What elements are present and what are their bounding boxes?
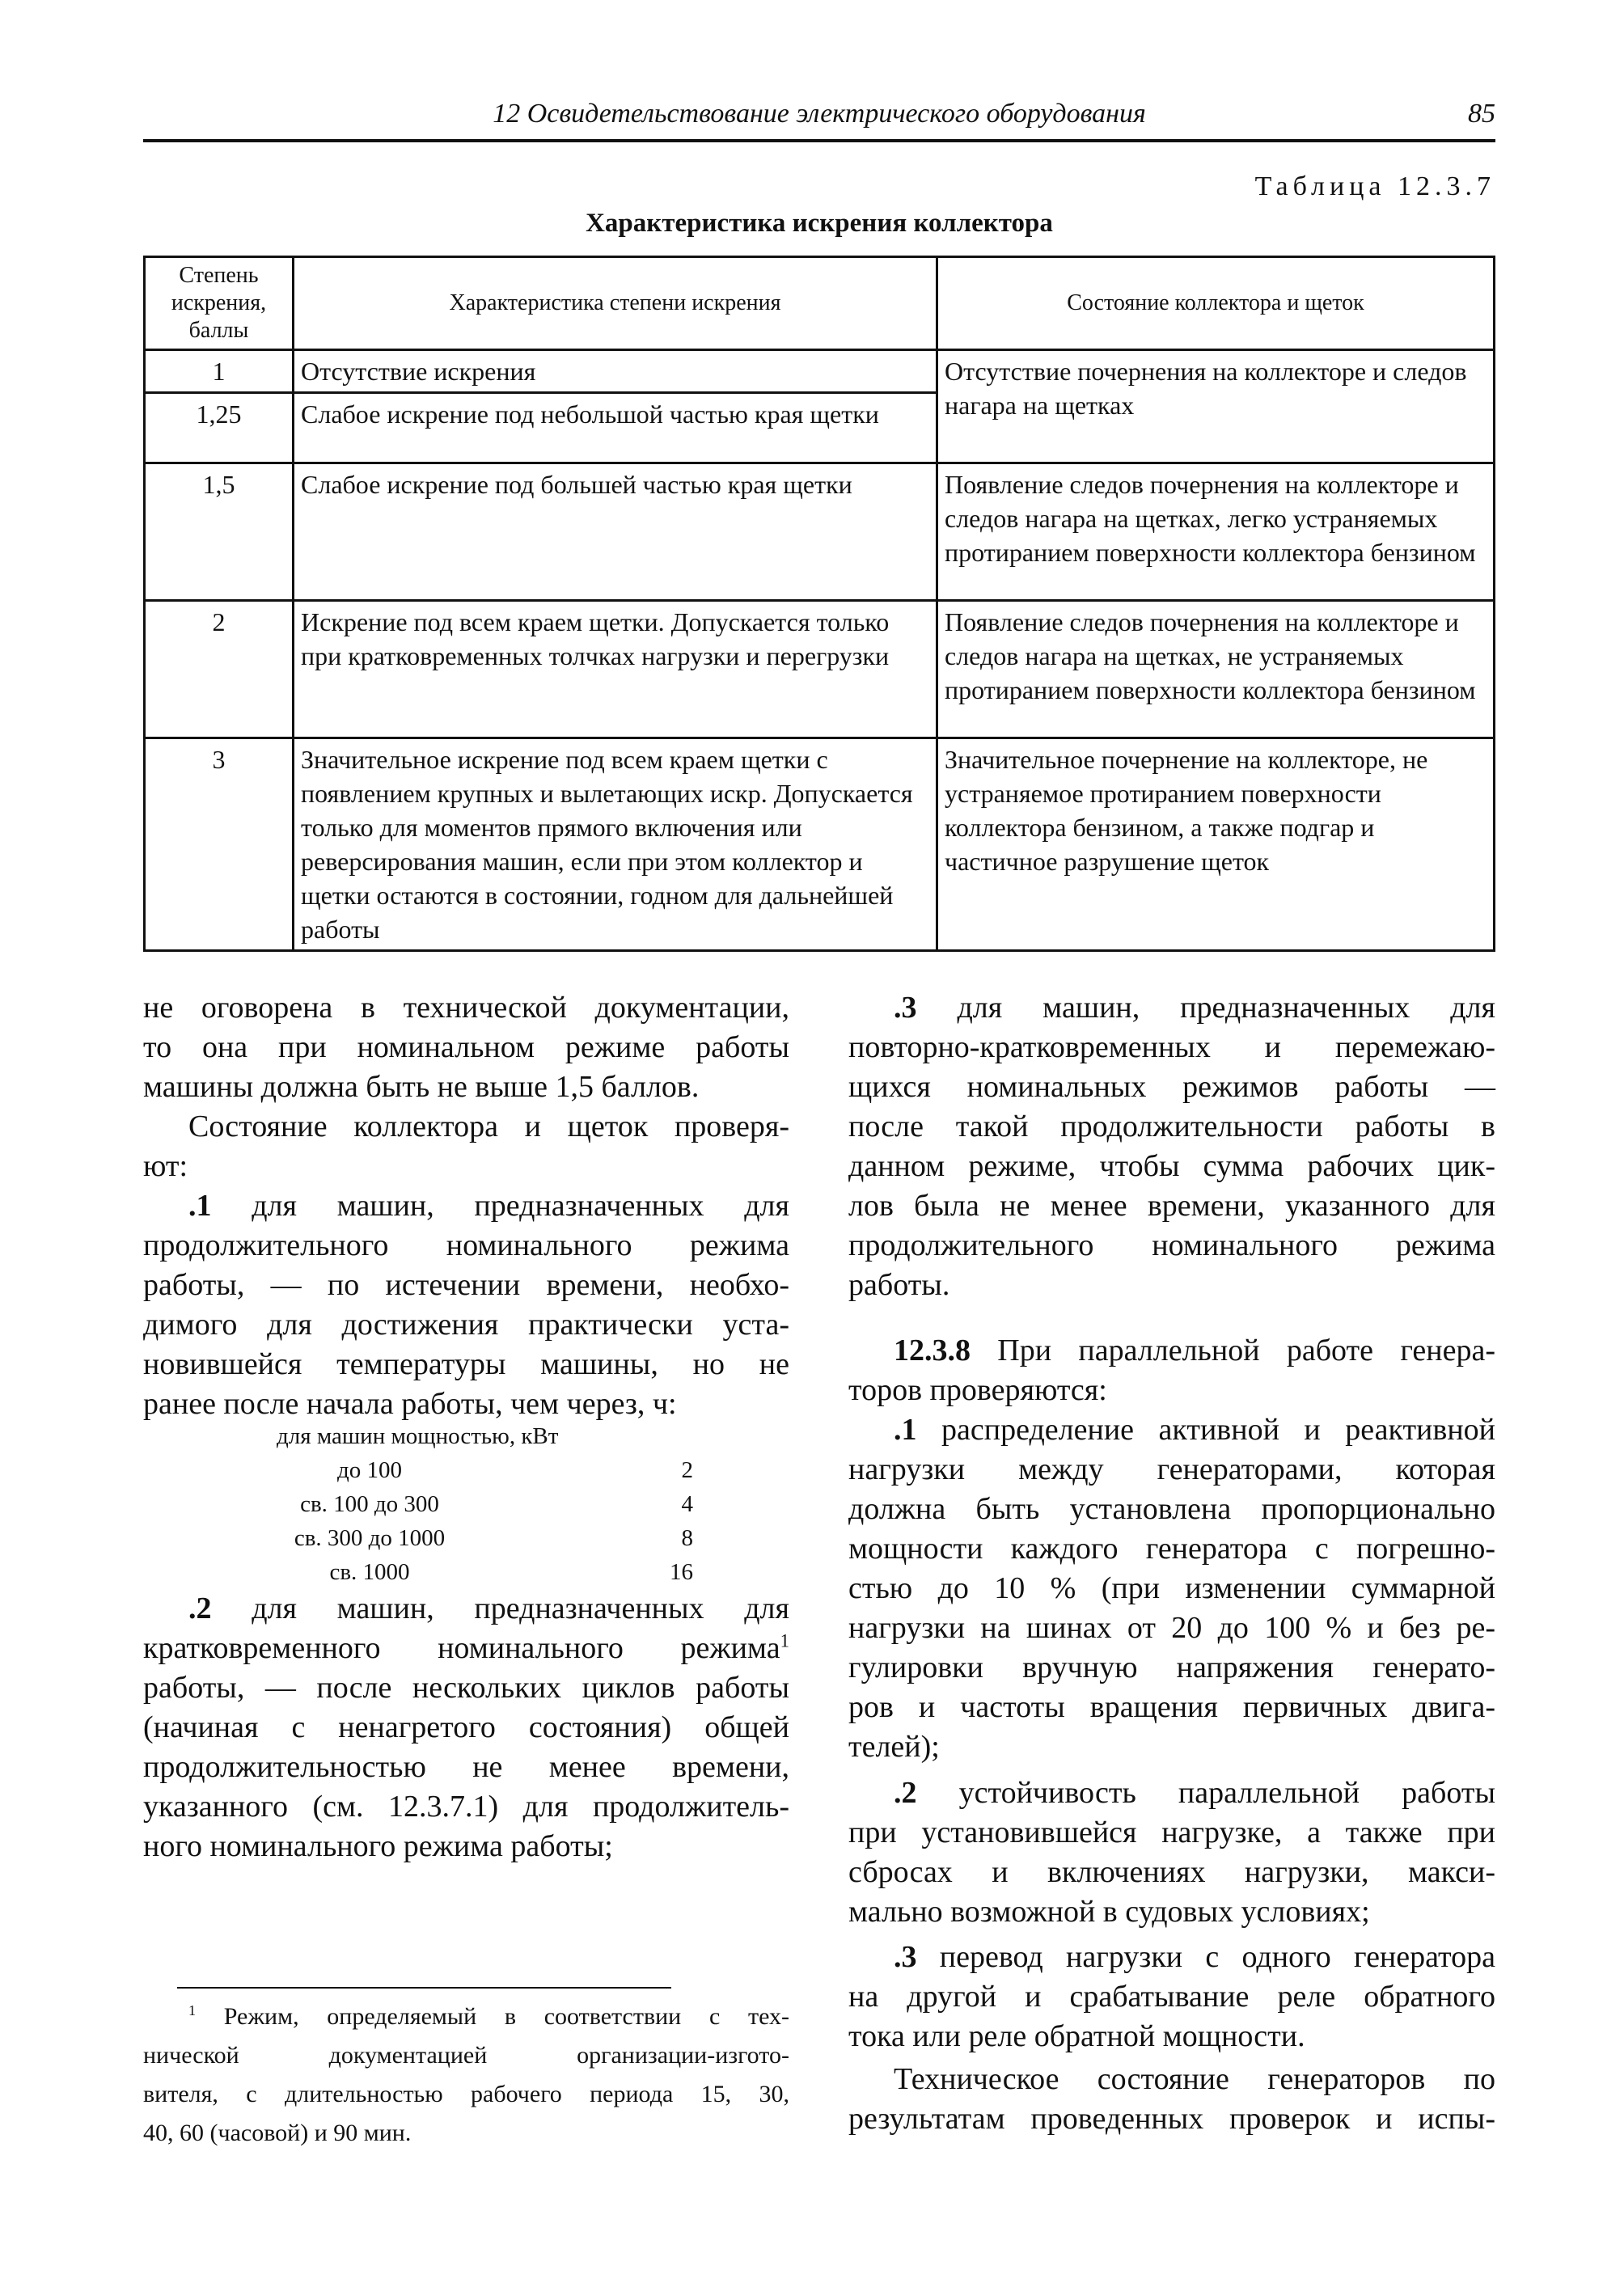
text-line <box>848 1727 1495 1767</box>
line-text: димого для достижения практически уста- <box>143 1308 789 1342</box>
footnote-reference: 1 <box>780 1630 789 1651</box>
description-cell: Искрение под всем краем щетки. Допускается только при кратковременных толчках нагрузки и перегрузки <box>294 601 937 738</box>
line-text: результатам проведенных проверок и испы- <box>848 2102 1495 2136</box>
state-cell: Появление следов почернения на коллекторе и следов нагара на щетках, не устраняемых протиранием поверхности коллектора бензином <box>937 601 1495 738</box>
text-line <box>143 1345 789 1384</box>
text-line <box>143 1028 789 1067</box>
line-text: для машин, предназначенных для <box>211 1189 789 1223</box>
text-line <box>848 1450 1495 1490</box>
running-header <box>143 99 1495 139</box>
degree-cell: 3 <box>145 738 294 951</box>
table-label: Таблица 12.3.7 <box>1254 171 1495 201</box>
line-text: не оговорена в технической документации, <box>143 991 789 1025</box>
text-line <box>848 2060 1495 2099</box>
line-text: работы. <box>848 1268 950 1302</box>
line-text: устойчивость параллельной работы <box>916 1776 1495 1810</box>
state-cell: Появление следов почернения на коллекторе и следов нагара на щетках, легко устраняемых протиранием поверхности коллектора бензином <box>937 463 1495 601</box>
right-text-block-2 <box>848 1331 1495 1767</box>
line-text: 40, 60 (часовой) и 90 мин. <box>143 2120 412 2146</box>
text-line <box>848 1371 1495 1410</box>
right-text-block-3 <box>848 1773 1495 1932</box>
table-row <box>145 463 1495 601</box>
line-text: Состояние коллектора и щеток проверя- <box>188 1110 789 1143</box>
state-cell: Значительное почернение на коллекторе, не устраняемое протиранием поверхности коллектора бензином, а также подгар и частичное разрушение щеток <box>937 738 1495 951</box>
text-line <box>143 1589 789 1629</box>
column-header: Состояние коллектора и щеток <box>937 257 1495 350</box>
power-list-caption: для машин мощностью, кВт <box>277 1423 559 1449</box>
text-line <box>848 1028 1495 1067</box>
duration-hours: 4 <box>681 1491 693 1517</box>
item-number: .2 <box>188 1591 212 1625</box>
text-line <box>143 1997 789 2036</box>
line-text: нагрузки между генераторами, которая <box>848 1452 1495 1486</box>
item-number: .3 <box>894 1940 917 1974</box>
power-range: до 100 <box>336 1457 402 1483</box>
duration-hours: 16 <box>670 1559 693 1585</box>
power-row <box>143 1453 789 1487</box>
power-range: св. 100 до 300 <box>300 1491 439 1517</box>
text-line <box>143 1226 789 1266</box>
text-line <box>848 1147 1495 1186</box>
footnote-marker: 1 <box>188 2002 196 2018</box>
text-line <box>848 1813 1495 1853</box>
line-text: машины должна быть не выше 1,5 баллов. <box>143 1070 700 1104</box>
line-text: торов проверяются: <box>848 1373 1107 1407</box>
text-line <box>848 1490 1495 1529</box>
line-text: Режим, определяемый в соответствии с тех- <box>196 2003 789 2030</box>
text-line <box>848 1938 1495 1977</box>
text-line <box>143 1827 789 1866</box>
line-text: кратковременного номинального режима <box>143 1631 780 1665</box>
power-range: св. 1000 <box>329 1559 410 1585</box>
text-line <box>848 1892 1495 1932</box>
degree-cell: 1,5 <box>145 463 294 601</box>
text-line <box>848 2017 1495 2056</box>
text-line <box>143 2036 789 2075</box>
text-line <box>143 1147 789 1186</box>
header-rule <box>143 139 1495 142</box>
line-text: продолжительностью не менее времени, <box>143 1750 789 1784</box>
table-row <box>145 738 1495 951</box>
power-row <box>143 1521 789 1555</box>
table-row <box>145 601 1495 738</box>
state-cell: Отсутствие почернения на коллекторе и следов нагара на щетках <box>937 350 1495 463</box>
line-text: нагрузки на шинах от 20 до 100 % и без ре- <box>848 1611 1495 1645</box>
line-text: нической документацией организации-изгото- <box>143 2042 789 2069</box>
text-line <box>143 1067 789 1107</box>
text-line <box>848 1226 1495 1266</box>
line-text: (начиная с ненагретого состояния) общей <box>143 1710 789 1744</box>
right-text-block-4 <box>848 1938 1495 2056</box>
text-line <box>143 1708 789 1748</box>
line-text: при установившейся нагрузке, а также при <box>848 1815 1495 1849</box>
text-line <box>848 1107 1495 1147</box>
line-text: гулировки вручную напряжения генерато- <box>848 1651 1495 1684</box>
description-cell: Слабое искрение под большей частью края щетки <box>294 463 937 601</box>
text-line <box>848 1186 1495 1226</box>
text-line <box>848 1773 1495 1813</box>
line-text: распределение активной и реактивной <box>916 1413 1495 1447</box>
text-line <box>143 1107 789 1147</box>
footnote <box>143 1997 789 2153</box>
right-text-block-5 <box>848 2060 1495 2139</box>
power-duration-list <box>143 1419 789 1589</box>
line-text: на другой и срабатывание реле обратного <box>848 1980 1495 2014</box>
text-line <box>848 1608 1495 1648</box>
text-line <box>143 1266 789 1305</box>
text-line <box>143 1186 789 1226</box>
line-text: телей); <box>848 1730 940 1764</box>
text-line <box>848 1569 1495 1608</box>
line-text: ров и частоты вращения первичных двига- <box>848 1690 1495 1724</box>
text-line <box>848 1067 1495 1107</box>
text-line <box>143 1305 789 1345</box>
power-row <box>143 1555 789 1589</box>
text-line <box>143 1629 789 1668</box>
text-line <box>848 1977 1495 2017</box>
text-line <box>143 1384 789 1424</box>
text-line <box>848 1853 1495 1892</box>
line-text: продолжительного номинального режима <box>848 1228 1495 1262</box>
line-text: работы, — после нескольких циклов работы <box>143 1671 789 1705</box>
text-line <box>848 1688 1495 1727</box>
line-text: то она при номинальном режиме работы <box>143 1030 789 1064</box>
page-number: 85 <box>1468 99 1495 129</box>
text-line <box>143 988 789 1028</box>
sparking-table <box>143 256 1495 952</box>
text-line <box>848 1529 1495 1569</box>
text-line <box>143 1748 789 1787</box>
line-text: данном режиме, чтобы сумма рабочих цик- <box>848 1149 1495 1183</box>
description-cell: Значительное искрение под всем краем щетки с появлением крупных и вылетающих искр. Допускается только для моментов прямого включения или реверсирования машин, если при этом коллектор и щетки остаются в состоянии, годном для дальнейшей работы <box>294 738 937 951</box>
line-text: мощности каждого генератора с погрешно- <box>848 1532 1495 1566</box>
text-line <box>848 1266 1495 1305</box>
degree-cell: 1 <box>145 350 294 393</box>
item-number: .1 <box>188 1189 212 1223</box>
text-line <box>848 1648 1495 1688</box>
table-header-row <box>145 257 1495 350</box>
text-line <box>848 988 1495 1028</box>
text-line <box>848 2099 1495 2139</box>
line-text: продолжительного номинального режима <box>143 1228 789 1262</box>
left-text-block-b <box>143 1589 789 1866</box>
line-text: тока или реле обратной мощности. <box>848 2019 1305 2053</box>
item-number: .3 <box>894 991 917 1025</box>
item-number: .1 <box>894 1413 917 1447</box>
right-text-block-1 <box>848 988 1495 1305</box>
running-title: 12 Освидетельствование электрического оборудования <box>493 99 1146 129</box>
line-text: стью до 10 % (при изменении суммарной <box>848 1571 1495 1605</box>
line-text: для машин, предназначенных для <box>916 991 1495 1025</box>
duration-hours: 2 <box>681 1457 693 1483</box>
line-text: новившейся температуры машины, но не <box>143 1347 789 1381</box>
line-text: после такой продолжительности работы в <box>848 1110 1495 1143</box>
table-row <box>145 350 1495 393</box>
line-text: мально возможной в судовых условиях; <box>848 1895 1370 1929</box>
column-header: Характеристика степени искрения <box>294 257 937 350</box>
text-line <box>143 2114 789 2153</box>
line-text: повторно-кратковременных и перемежаю- <box>848 1030 1495 1064</box>
description-cell: Слабое искрение под небольшой частью края щетки <box>294 393 937 463</box>
footnote-rule <box>177 1987 671 1989</box>
line-text: работы, — по истечении времени, необхо- <box>143 1268 789 1302</box>
degree-cell: 1,25 <box>145 393 294 463</box>
item-number: .2 <box>894 1776 917 1810</box>
line-text: лов была не менее времени, указанного для <box>848 1189 1495 1223</box>
text-line <box>143 1787 789 1827</box>
line-text: для машин, предназначенных для <box>211 1591 789 1625</box>
line-text: ранее после начала работы, чем через, ч: <box>143 1387 677 1421</box>
line-text: сбросах и включениях нагрузки, макси- <box>848 1855 1495 1889</box>
line-text: вителя, с длительностью рабочего периода 15, 30, <box>143 2081 789 2107</box>
description-cell: Отсутствие искрения <box>294 350 937 393</box>
line-text: должна быть установлена пропорционально <box>848 1492 1495 1526</box>
power-range: св. 300 до 1000 <box>294 1525 446 1551</box>
text-line <box>143 2075 789 2114</box>
line-text: щихся номинальных режимов работы — <box>848 1070 1495 1104</box>
line-text: перевод нагрузки с одного генератора <box>916 1940 1495 1974</box>
line-text: указанного (см. 12.3.7.1) для продолжитель- <box>143 1790 789 1824</box>
column-header: Степень искрения, баллы <box>145 257 294 350</box>
table-title: Характеристика искрения коллектора <box>586 209 1053 238</box>
left-text-block-a <box>143 988 789 1424</box>
power-row <box>143 1487 789 1521</box>
line-text: ют: <box>143 1149 188 1183</box>
line-text: ного номинального режима работы; <box>143 1829 613 1863</box>
text-line <box>848 1410 1495 1450</box>
duration-hours: 8 <box>681 1525 693 1551</box>
text-line <box>848 1331 1495 1371</box>
text-line <box>143 1668 789 1708</box>
item-number: 12.3.8 <box>894 1334 971 1367</box>
line-text: При параллельной работе генера- <box>971 1334 1495 1367</box>
degree-cell: 2 <box>145 601 294 738</box>
line-text: Техническое состояние генераторов по <box>894 2062 1495 2096</box>
